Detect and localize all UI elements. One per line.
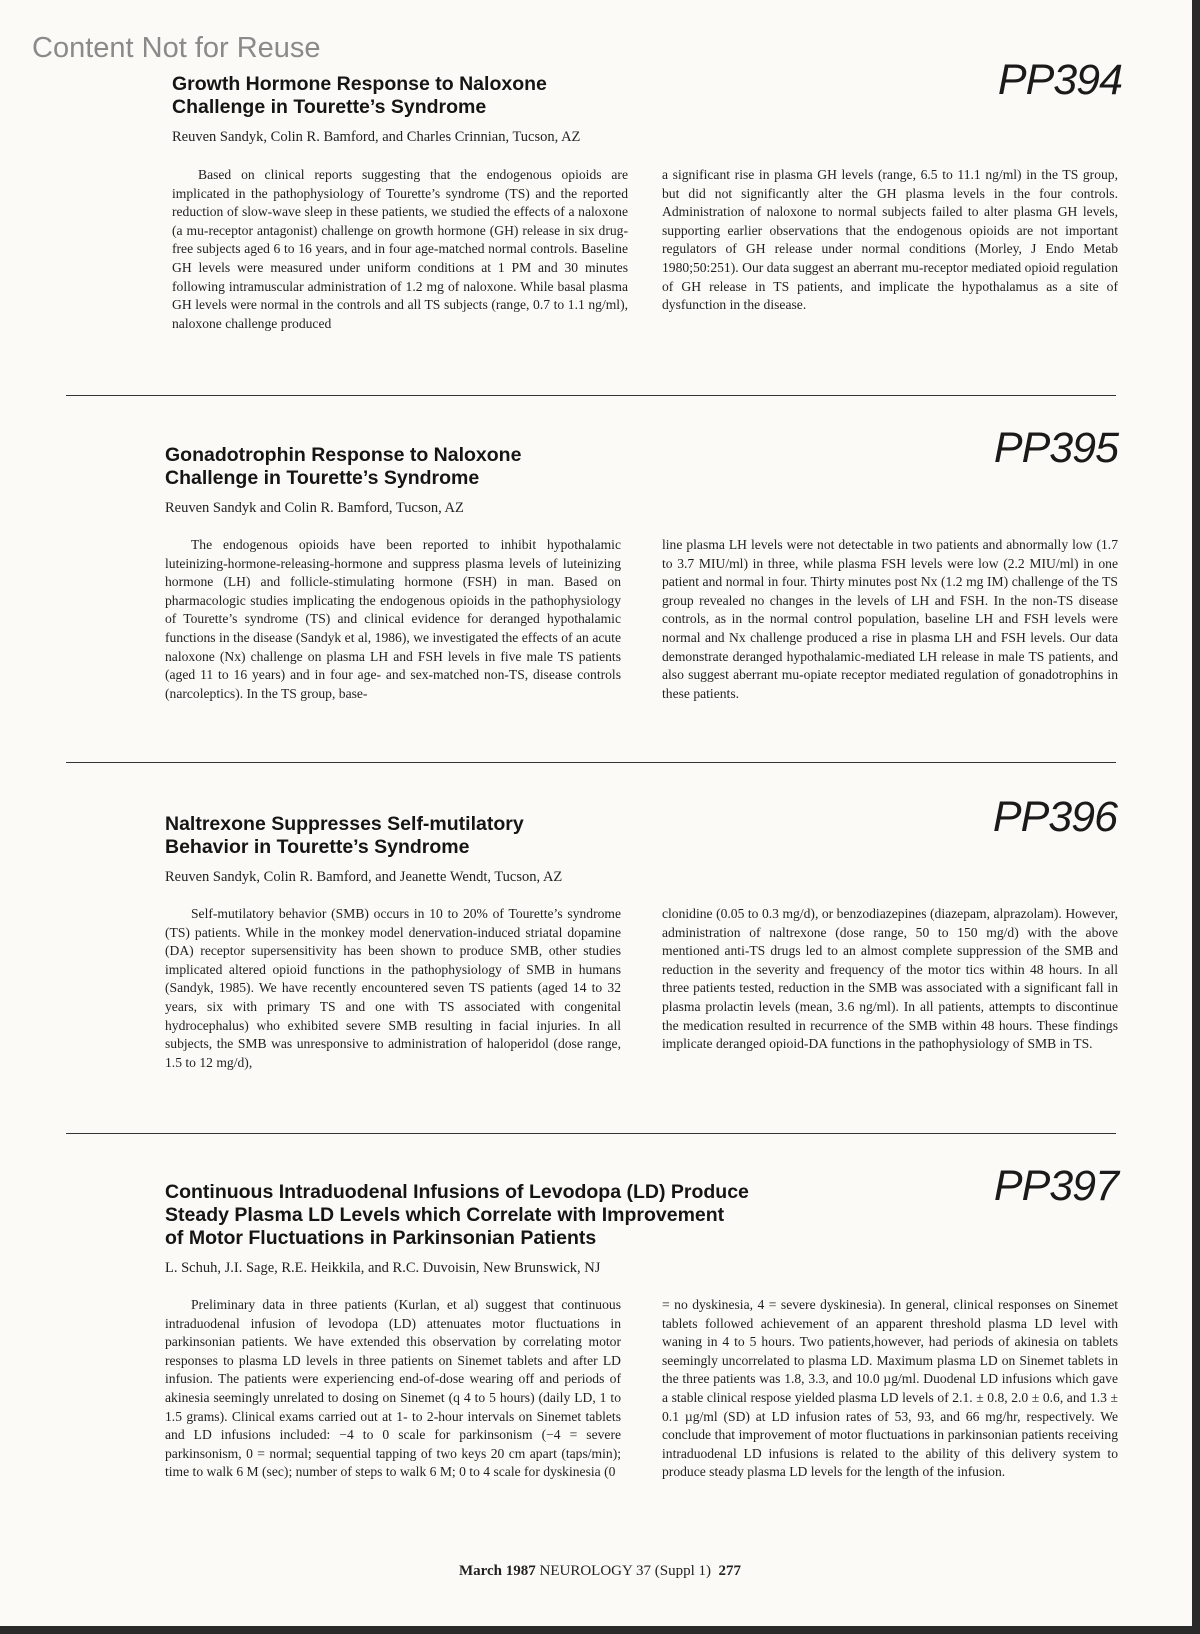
section-divider [66,1133,1116,1134]
abstract-body-left: Based on clinical reports suggesting that the endogenous opioids are implicated in the pathophysiology of Tourette’s syndrome (TS) and the reported reduction of slow-wave sleep in these patients, we studied the effects of a naloxone (a mu-receptor antagonist) challenge on growth hormone (GH) release in six drug-free subjects aged 6 to 16 years, and in four age-matched normal controls. Baseline GH levels were measured under uniform conditions at 1 PM and 30 minutes following intramuscular administration of 1.2 mg of naloxone. While basal plasma GH levels were normal in the controls and all TS subjects (range, 0.7 to 1.1 ng/ml), naloxone challenge produced [172,167,628,331]
abstract-authors: Reuven Sandyk, Colin R. Bamford, and Jeanette Wendt, Tucson, AZ [165,869,563,885]
abstract-body-right: a significant rise in plasma GH levels (range, 6.5 to 11.1 ng/ml) in the TS group, but did not significantly alter the GH plasma levels in the four controls. Administration of naloxone to normal subjects failed to alter plasma GH levels, supporting earlier observations that the endogenous opioids are not important regulators of GH release under normal conditions (Morley, J Endo Metab 1980;50:251). Our data suggest an aberrant mu-receptor mediated opioid regulation of GH release in TS patients, and implicate the hypothalamus as a site of dysfunction in the disease. [662,167,1118,313]
footer-date: March 1987 [458,1563,536,1579]
abstract-code: PP397 [993,1162,1118,1210]
page-number: 277 [718,1563,742,1579]
abstract-authors: Reuven Sandyk and Colin R. Bamford, Tucson, AZ [165,500,464,516]
abstract-body-left: Self-mutilatory behavior (SMB) occurs in 10 to 20% of Tourette’s syndrome (TS) patients. While in the monkey model denervation-induced striatal dopamine (DA) receptor supersensitivity has been shown to produce SMB, other studies implicated altered opioid functions in the pathophysiology of SMB in humans (Sandyk, 1985). We have recently encountered seven TS patients (aged 14 to 32 years, six with primary TS and one with TS associated with congenital hydrocephalus) who exhibited severe SMB resulting in facial injuries. In all subjects, the SMB was unresponsive to administration of haloperidol (dose range, 1.5 to 12 mg/d), [165,906,621,1070]
abstract-body-left: The endogenous opioids have been reported to inhibit hypothalamic luteinizing-hormone-releasing-hormone and suppress plasma levels of luteinizing hormone (LH) and follicle-stimulating hormone (FSH) in man. Based on pharmacologic studies implicating the endogenous opioids in the pathophysiology of Tourette’s syndrome (TS) and clinical evidence for deranged hypothalamic functions in the disease (Sandyk et al, 1986), we investigated the effects of an acute naloxone (Nx) challenge on plasma LH and FSH levels in five male TS patients (aged 11 to 16 years) and in four age- and sex-matched non-TS, disease controls (narcoleptics). In the TS group, base- [165,537,621,701]
abstract-title: Continuous Intraduodenal Infusions of Levodopa (LD) Produce Steady Plasma LD Levels which Correlate with Improvement of Motor Fluctuations in Parkinsonian Patients [165,1181,749,1249]
abstract-authors: L. Schuh, J.I. Sage, R.E. Heikkila, and R.C. Duvoisin, New Brunswick, NJ [165,1260,601,1276]
abstract-title: Growth Hormone Response to Naloxone Challenge in Tourette’s Syndrome [172,73,547,118]
abstract-code: PP394 [997,56,1122,104]
abstract-body-right: line plasma LH levels were not detectable in two patients and abnormally low (1.7 to 3.7 MIU/ml) in three, while plasma FSH levels were low (2.2 MIU/ml) in one patient and normal in four. Thirty minutes post Nx (1.2 mg IM) challenge of the TS group revealed no changes in the levels of LH and FSH. In the non-TS disease controls, as in the normal control population, baseline LH and FSH levels were normal and Nx challenge produced a rise in plasma LH and FSH levels. Our data demonstrate deranged hypothalamic-mediated LH release in male TS patients, and also suggest aberrant mu-opiate receptor mediated regulation of gonadotrophins in these patients. [662,537,1118,701]
watermark: Content Not for Reuse [32,32,321,64]
section-divider [66,762,1116,763]
abstract-body-right: clonidine (0.05 to 0.3 mg/d), or benzodiazepines (diazepam, alprazolam). However, administration of naltrexone (dose range, 50 to 150 mg/d) with the above mentioned anti-TS drugs led to an almost complete suppression of the SMB and reduction in the severity and frequency of the motor tics within 48 hours. In all three patients tested, reduction in the SMB was associated with a significant fall in plasma prolactin levels (mean, 3.6 ng/ml). In all patients, attempts to discontinue the medication resulted in recurrence of the SMB within 48 hours. These findings implicate deranged opioid-DA functions in the pathophysiology of SMB in TS. [662,906,1118,1052]
page-footer [0,1563,1200,1580]
abstract-body-right: = no dyskinesia, 4 = severe dyskinesia). In general, clinical responses on Sinemet tablets followed achievement of an apparent threshold plasma LD level with waning in 4 to 5 hours. Two patients,however, had periods of akinesia on tablets seemingly uncorrelated to plasma LD. Maximum plasma LD on Sinemet tablets in the three patients was 1.8, 3.3, and 10.0 µg/ml. Duodenal LD infusions which gave a stable clinical respose yielded plasma LD levels of 2.1. ± 0.8, 2.0 ± 0.6, and 1.3 ± 0.1 µg/ml (SD) at LD infusion rates of 53, 93, and 66 mg/hr, respectively. We conclude that improvement of motor fluctuations in parkinsonian patients receiving intraduodenal LD infusions is related to the ability of this delivery system to produce steady plasma LD levels for the length of the infusion. [662,1297,1118,1480]
abstract-code: PP396 [992,793,1117,841]
abstract-title: Naltrexone Suppresses Self-mutilatory Behavior in Tourette’s Syndrome [165,813,524,858]
footer-journal: NEUROLOGY 37 (Suppl 1) [539,1563,712,1579]
abstract-authors: Reuven Sandyk, Colin R. Bamford, and Charles Crinnian, Tucson, AZ [172,129,581,145]
abstract-body-left: Preliminary data in three patients (Kurlan, et al) suggest that continuous intraduodenal infusion of levodopa (LD) attenuates motor fluctuations in parkinsonian patients. We have extended this observation by correlating motor responses to plasma LD levels in three patients on Sinemet tablets and after LD infusion. The patients were experiencing end-of-dose wearing off and periods of akinesia seemingly unrelated to dosing on Sinemet (q 4 to 5 hours) (daily LD, 1 to 1.5 grams). Clinical exams carried out at 1- to 2-hour intervals on Sinemet tablets and LD infusions included: −4 to 0 scale for parkinsonism (−4 = severe parkinsonism, 0 = normal; sequential tapping of two keys 20 cm apart (taps/min); time to walk 6 M (sec); number of steps to walk 6 M; 0 to 4 scale for dyskinesia (0 [165,1297,621,1480]
abstract-code: PP395 [993,424,1118,472]
abstract-title: Gonadotrophin Response to Naloxone Challenge in Tourette’s Syndrome [165,444,522,489]
section-divider [66,395,1116,396]
